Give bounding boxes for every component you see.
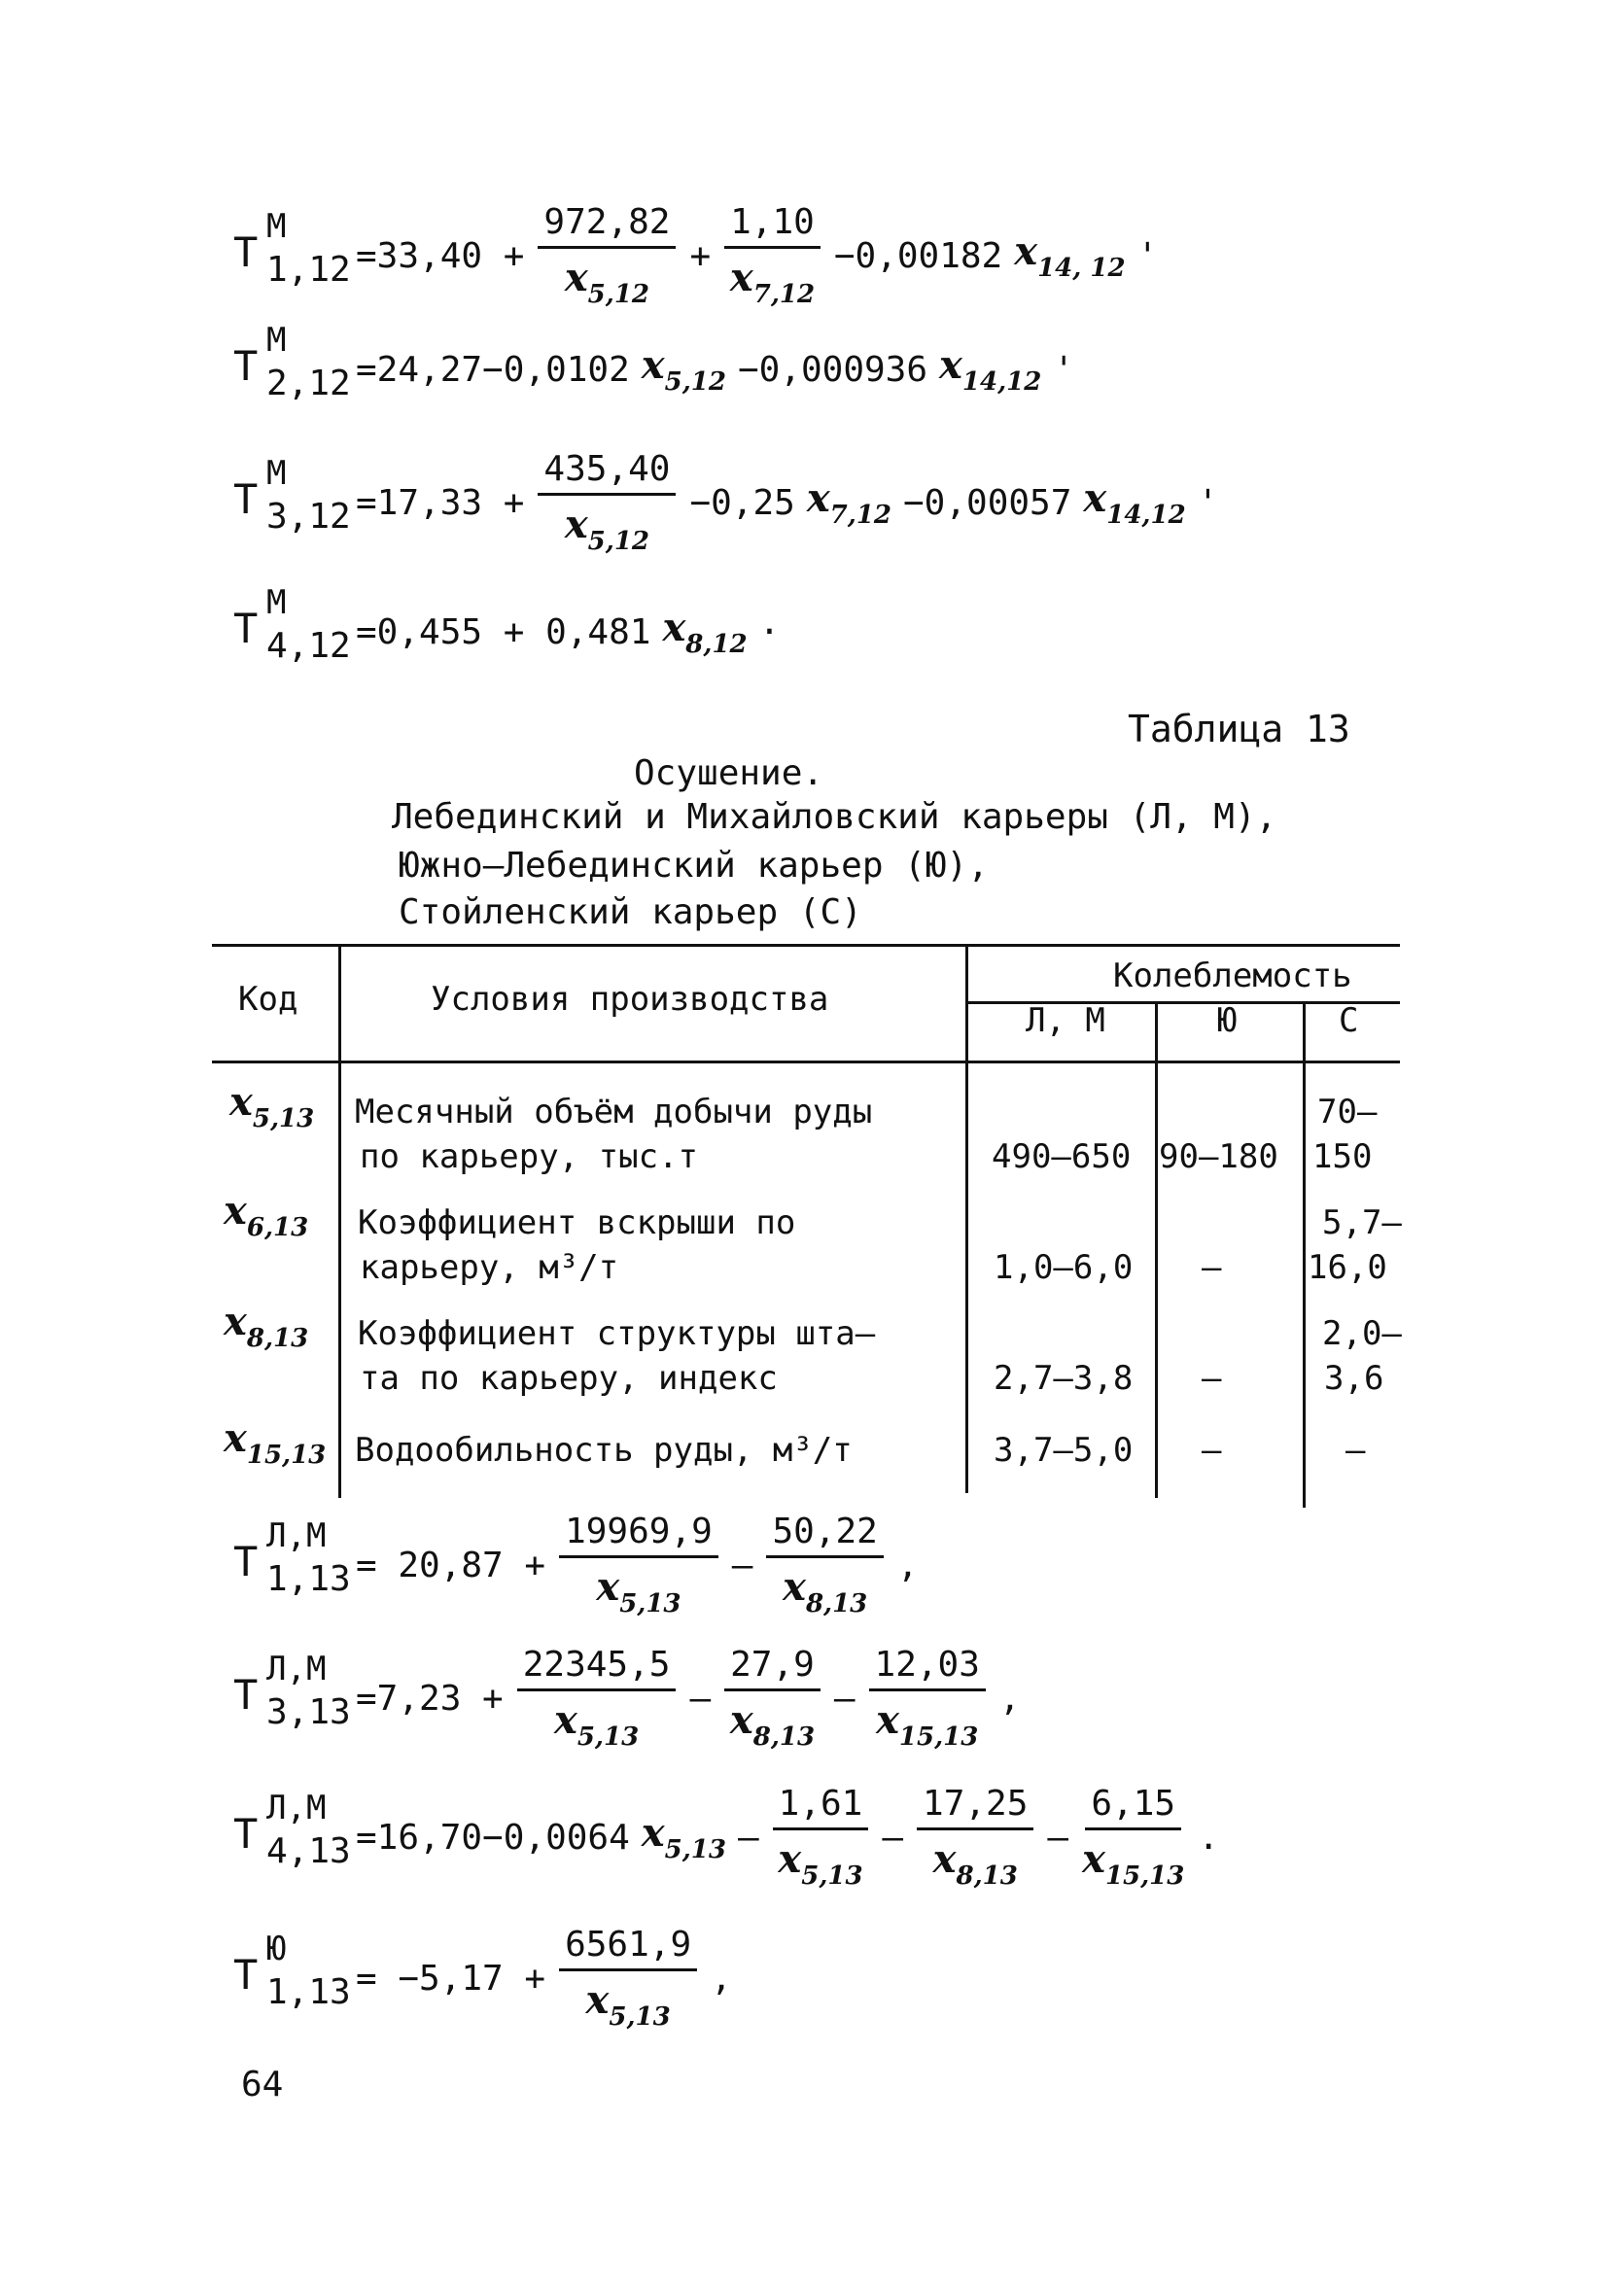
formula-text: =17,33 + [356, 482, 525, 523]
top-formula-2 [233, 321, 1080, 418]
x-subscript: 6,13 [246, 1213, 309, 1242]
x-term [807, 475, 891, 530]
formula-subscript: 1,12 [266, 250, 351, 290]
formula-text: −0,25 [689, 482, 795, 523]
formula-superscript: М [266, 207, 287, 246]
fraction-numerator: 50,22 [766, 1512, 883, 1558]
x-subscript: 15,13 [246, 1441, 327, 1470]
formula-text: =24,27−0,0102 [356, 349, 630, 390]
formula-subscript: 1,13 [266, 1972, 351, 2012]
formula-text: = −5,17 + [356, 1958, 546, 1999]
fraction-denominator [730, 1691, 815, 1752]
formula-text: −0,00057 [903, 482, 1072, 523]
formula-text: ' [1136, 235, 1159, 276]
fraction [724, 202, 821, 309]
table-top-rule [212, 944, 1400, 947]
x-subscript: 7,12 [829, 501, 891, 530]
x-variable: x [564, 255, 588, 300]
table-vrule-code [338, 944, 341, 1498]
row2-cond-line2: карьеру, м³/т [360, 1248, 619, 1287]
bottom-formula-3 [233, 1784, 1225, 1891]
x-subscript: 8,12 [685, 630, 748, 659]
formula-text: =16,70−0,0064 [356, 1817, 630, 1858]
formula-superscript: Л,М [266, 1789, 327, 1827]
fraction-numerator: 972,82 [538, 202, 676, 249]
caption-line-2: Лебединский и Михайловский карьеры (Л, М), [392, 797, 1277, 837]
row1-yu-value: 90–180 [1159, 1137, 1278, 1176]
formula-text: = 20,87 + [356, 1545, 546, 1585]
formula-t-symbol: T [233, 342, 259, 390]
fraction [559, 1512, 718, 1618]
bottom-formula-2 [233, 1645, 1027, 1752]
x-variable: x [662, 605, 686, 650]
row4-yu-value: – [1202, 1431, 1222, 1470]
formula-text: – [882, 1817, 904, 1858]
formula-superscript: Л,М [266, 1516, 327, 1555]
formula-text: – [833, 1678, 856, 1719]
formula-subscript: 2,12 [266, 364, 351, 403]
x-subscript: 5,12 [664, 367, 726, 397]
x-variable: x [224, 1415, 247, 1461]
formula-text: −0,000936 [737, 349, 928, 390]
x-subscript: 15,13 [1104, 1861, 1185, 1891]
x-subscript: 8,13 [805, 1589, 868, 1618]
fraction [917, 1784, 1033, 1891]
x-subscript: 15,13 [898, 1722, 979, 1752]
formula-lhs [233, 321, 350, 418]
row3-s-value-line1: 2,0– [1322, 1314, 1402, 1353]
table-vrule-yu [1303, 1002, 1306, 1508]
formula-t-symbol: T [233, 228, 259, 276]
table-vrule-lm [1155, 1002, 1158, 1498]
x-variable: x [876, 1697, 899, 1743]
x-variable: x [553, 1697, 577, 1743]
formula-lhs [233, 1789, 350, 1886]
top-formula-1 [233, 202, 1164, 309]
formula-text: – [737, 1817, 759, 1858]
formula-lhs [233, 207, 350, 304]
formula-subscript: 4,13 [266, 1831, 351, 1871]
header-col-s: С [1339, 1001, 1359, 1040]
formula-lhs [233, 583, 350, 680]
x-variable: x [729, 1697, 753, 1743]
x-subscript: 5,13 [619, 1589, 681, 1618]
x-subscript: 5,13 [252, 1104, 315, 1133]
formula-text: – [1047, 1817, 1069, 1858]
row4-lm-value: 3,7–5,0 [994, 1431, 1134, 1470]
row1-cond-line1: Месячный объём добычи руды [355, 1093, 873, 1131]
x-variable: x [783, 1564, 806, 1610]
fraction [538, 449, 676, 556]
formula-text: · [758, 611, 781, 652]
x-term [939, 342, 1041, 397]
formula-t-symbol: T [233, 1810, 259, 1858]
formula-text: =0,455 + 0,481 [356, 611, 651, 652]
formula-subscript: 4,12 [266, 626, 351, 666]
x-term [662, 605, 747, 659]
header-code: Код [238, 980, 298, 1019]
x-subscript: 14, 12 [1037, 254, 1126, 283]
formula-text: =33,40 + [356, 235, 525, 276]
x-variable: x [1083, 475, 1107, 521]
x-subscript: 5,13 [664, 1835, 726, 1864]
table-label: Таблица 13 [1128, 708, 1350, 750]
x-variable: x [806, 475, 830, 521]
formula-lhs [233, 454, 350, 551]
formula-t-symbol: T [233, 605, 259, 652]
row3-s-value-line2: 3,6 [1324, 1359, 1384, 1398]
header-col-lm: Л, М [1026, 1001, 1105, 1040]
x-variable: x [564, 502, 588, 547]
top-formula-3 [233, 449, 1224, 556]
x-variable: x [641, 342, 665, 388]
row3-cond-line2: та по карьеру, индекс [360, 1359, 778, 1398]
fraction-denominator [933, 1830, 1018, 1891]
x-variable: x [224, 1299, 247, 1344]
fraction-denominator [876, 1691, 978, 1752]
formula-text: =7,23 + [356, 1678, 504, 1719]
fraction [1082, 1784, 1184, 1891]
x-subscript: 8,13 [956, 1861, 1018, 1891]
row2-s-value-line2: 16,0 [1308, 1248, 1387, 1287]
x-term [642, 1810, 726, 1864]
caption-line-3: Южно–Лебединский карьер (Ю), [399, 846, 989, 886]
fraction-numerator: 19969,9 [559, 1512, 718, 1558]
x-term [1083, 475, 1185, 530]
fraction-denominator [778, 1830, 862, 1891]
formula-text: – [689, 1678, 712, 1719]
bottom-formula-1 [233, 1512, 925, 1618]
fraction-denominator [596, 1558, 681, 1618]
fraction-numerator: 22345,5 [517, 1645, 677, 1691]
formula-text: ' [1197, 482, 1219, 523]
row2-lm-value: 1,0–6,0 [994, 1248, 1134, 1287]
formula-superscript: Л,М [266, 1650, 327, 1688]
fraction-numerator: 6561,9 [559, 1925, 697, 1971]
formula-text: + [689, 235, 712, 276]
fraction-numerator: 12,03 [869, 1645, 986, 1691]
formula-text: , [998, 1678, 1021, 1719]
row2-s-value-line1: 5,7– [1322, 1203, 1402, 1242]
x-variable: x [596, 1564, 620, 1610]
row3-yu-value: – [1202, 1359, 1222, 1398]
x-variable: x [1014, 228, 1038, 274]
formula-subscript: 1,13 [266, 1559, 351, 1599]
fraction-numerator: 17,25 [917, 1784, 1033, 1830]
fraction-denominator [554, 1691, 639, 1752]
fraction-numerator: 435,40 [538, 449, 676, 496]
fraction-denominator [783, 1558, 867, 1618]
fraction [724, 1645, 821, 1752]
formula-t-symbol: T [233, 475, 259, 523]
formula-t-symbol: T [233, 1671, 259, 1719]
fraction [869, 1645, 986, 1752]
formula-superscript: Ю [266, 1930, 287, 1968]
formula-subscript: 3,12 [266, 497, 351, 537]
caption-line-4: Стойленский карьер (С) [399, 892, 862, 932]
row1-s-value-line2: 150 [1312, 1137, 1373, 1176]
row2-yu-value: – [1202, 1248, 1222, 1287]
table-vrule-cond [965, 944, 968, 1493]
fraction [773, 1784, 869, 1891]
table-header-bottom-rule [212, 1061, 1400, 1063]
row3-lm-value: 2,7–3,8 [994, 1359, 1134, 1398]
x-variable: x [778, 1836, 802, 1882]
x-subscript: 5,12 [587, 280, 649, 309]
row-code-x6-13 [224, 1188, 308, 1242]
formula-superscript: М [266, 321, 287, 360]
fraction-numerator: 27,9 [724, 1645, 821, 1691]
fraction-denominator [730, 249, 815, 309]
formula-t-symbol: T [233, 1951, 259, 1999]
x-subscript: 5,13 [576, 1722, 640, 1752]
x-subscript: 8,13 [246, 1324, 309, 1353]
row2-cond-line1: Коэффициент вскрыши по [358, 1203, 796, 1242]
formula-lhs [233, 1930, 350, 2027]
fraction-denominator [565, 496, 649, 556]
row4-s-value-line1: – [1345, 1431, 1366, 1470]
fraction [766, 1512, 883, 1618]
x-subscript: 5,12 [587, 527, 649, 556]
x-subscript: 8,13 [752, 1722, 816, 1752]
top-formula-4 [233, 583, 786, 680]
header-col-yu: Ю [1217, 1001, 1238, 1040]
formula-text: , [711, 1958, 732, 1999]
formula-subscript: 3,13 [266, 1692, 351, 1732]
x-subscript: 14,12 [961, 367, 1042, 397]
formula-lhs [233, 1650, 350, 1747]
formula-text: . [1198, 1817, 1220, 1858]
formula-text: , [896, 1545, 919, 1585]
x-subscript: 5,13 [609, 2002, 671, 2032]
formula-superscript: М [266, 454, 287, 493]
header-variability: Колеблемость [1113, 957, 1352, 995]
row-code-x15-13 [224, 1415, 326, 1470]
row1-s-value-line1: 70– [1317, 1093, 1378, 1131]
row-code-x8-13 [224, 1299, 308, 1353]
fraction-numerator: 1,10 [724, 202, 821, 249]
x-variable: x [641, 1810, 665, 1856]
x-variable: x [939, 342, 962, 388]
fraction-denominator [1082, 1830, 1184, 1891]
fraction-denominator [586, 1971, 671, 2032]
x-subscript: 5,13 [801, 1861, 863, 1891]
formula-text: ' [1053, 349, 1074, 390]
x-term [642, 342, 726, 397]
row1-lm-value: 490–650 [992, 1137, 1132, 1176]
x-variable: x [229, 1079, 253, 1125]
formula-superscript: М [266, 583, 287, 622]
fraction [538, 202, 676, 309]
fraction [559, 1925, 697, 2032]
row4-cond-line1: Водообильность руды, м³/т [355, 1431, 853, 1470]
row1-cond-line2: по карьеру, тыс.т [360, 1137, 698, 1176]
x-variable: x [729, 255, 753, 300]
x-subscript: 7,12 [752, 280, 816, 309]
formula-t-symbol: T [233, 1538, 259, 1585]
fraction [517, 1645, 677, 1752]
x-variable: x [224, 1188, 247, 1234]
fraction-numerator: 6,15 [1085, 1784, 1181, 1830]
x-term [1014, 228, 1125, 283]
header-conditions: Условия производства [431, 980, 829, 1019]
x-variable: x [585, 1977, 610, 2023]
x-subscript: 14,12 [1106, 501, 1186, 530]
row3-cond-line1: Коэффициент структуры шта– [358, 1314, 876, 1353]
x-variable: x [932, 1836, 957, 1882]
x-variable: x [1082, 1836, 1105, 1882]
bottom-formula-4 [233, 1925, 738, 2032]
formula-lhs [233, 1516, 350, 1614]
formula-text: −0,00182 [833, 235, 1003, 276]
fraction-denominator [565, 249, 649, 309]
page-number: 64 [241, 2065, 284, 2105]
formula-text: – [731, 1545, 753, 1585]
row-code-x5-13 [229, 1079, 314, 1133]
caption-line-1: Осушение. [634, 753, 824, 793]
fraction-numerator: 1,61 [773, 1784, 869, 1830]
